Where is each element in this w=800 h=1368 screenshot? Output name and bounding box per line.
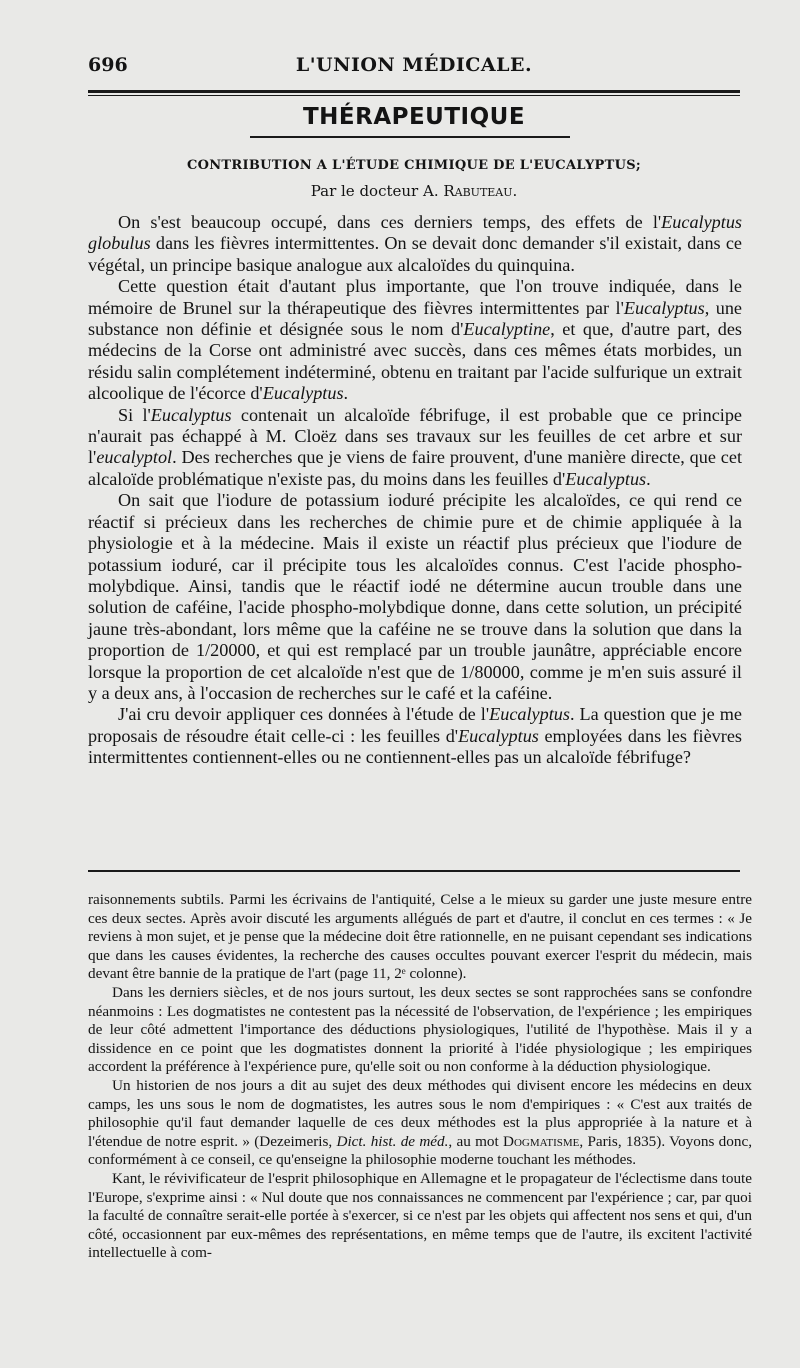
article-title: CONTRIBUTION A L'ÉTUDE CHIMIQUE DE L'EUCALYPTUS;	[186, 158, 642, 173]
page-number: 696	[88, 54, 128, 76]
running-header	[88, 54, 740, 84]
italic-run: eucalyptol	[96, 447, 173, 468]
text-run: , au mot	[448, 1132, 503, 1150]
byline-prefix: Par le docteur	[310, 182, 423, 200]
body-paragraph-1	[88, 212, 742, 276]
text-run: .	[646, 468, 651, 489]
body-paragraph-5	[88, 704, 742, 768]
text-run: . La question que je me proposais de résoudre était celle-ci : les feuilles d'	[88, 704, 742, 746]
header-rule	[88, 90, 740, 93]
footnote-separator	[88, 870, 740, 872]
smallcaps-run: Dogmatisme	[503, 1132, 580, 1150]
body-paragraph-2	[88, 276, 742, 404]
byline	[88, 182, 740, 200]
text-run: . Des recherches que je viens de faire prouvent, d'une manière directe, que cet alcaloïde problématique n'existe pas, du moins dans les feuilles d'	[88, 447, 742, 489]
footnote-paragraph-1: raisonnements subtils. Parmi les écrivains de l'antiquité, Celse a le mieux su garder une juste mesure entre ces deux sectes. Après avoir discuté les arguments allégués de part et d'autre, il conclut en ces termes : « Je reviens à mon sujet, et je pense que la médecine doit être rationnelle, en ne puisant cependant ses indications que dans les causes évidentes, la recherche des causes occultes pouvant exercer l'esprit du médecin, mais devant être bannie de la pratique de l'art (page 11, 2ᵉ colonne).	[88, 891, 752, 983]
text-run: Si l'	[118, 404, 151, 425]
text-run: employées dans les fièvres intermittentes contiennent-elles ou ne contiennent-elles pas un alcaloïde fébrifuge?	[88, 725, 742, 768]
footnote-paragraph-3	[88, 1077, 752, 1170]
body-paragraph-3	[88, 405, 742, 491]
italic-run: Eucalyptus globulus	[88, 212, 742, 254]
text-run: , et que, d'autre part, des médecins de la Corse ont administré avec succès, dans ces mêmes états morbides, un résidu salin complétement indéterminé, obtenu en traitant par l'acide sulfurique un extrait alcoolique de l'écorce d'	[88, 319, 742, 404]
byline-author: A. Rabuteau.	[422, 182, 518, 200]
text-run: , une substance non définie et désignée sous le nom d'	[88, 297, 743, 340]
italic-run: Eucalyptus	[262, 383, 344, 404]
article-body	[88, 212, 742, 769]
text-run: dans les fièvres intermittentes. On se devait donc demander s'il existait, dans ce végétal, un principe basique analogue aux alcaloïdes du quinquina.	[88, 233, 742, 275]
footnote-paragraph-2: Dans les derniers siècles, et de nos jours surtout, les deux sectes se sont rapprochées sans se confondre néanmoins : Les dogmatistes ne contestent pas la nécessité de l'observation, de l'expérience ; les empiriques de leur côté admettent l'importance des déductions physiologiques, l'utilité de l'hypothèse. Mais il y a dissidence en ce point que les dogmatistes donnent la priorité à l'idée physiologique ; les empiriques accordent la préférence à l'expérience pure, qu'elle soit ou non conforme à la déduction physiologique.	[88, 983, 752, 1076]
italic-run: Eucalyptus	[623, 297, 705, 318]
text-run: contenait un alcaloïde fébrifuge, il est probable que ce principe n'aurait pas échappé à M. Cloëz dans ses travaux sur les feuilles de cet arbre et sur l'	[88, 404, 742, 468]
footnotes	[88, 891, 752, 1263]
footnote-paragraph-4: Kant, le révivificateur de l'esprit philosophique en Allemagne et le propagateur de l'éclectisme dans toute l'Europe, s'exprime ainsi : « Nul doute que nos connaissances ne commencent par l'expérience ; car, par quoi la faculté de connaître serait-elle portée à s'exercer, si ce n'est par les objets qui affectent nos sens et qui, d'un côté, occasionnent par eux-mêmes des représentations, en même temps que de l'autre, ils excitent l'activité intellectuelle à com-	[88, 1169, 752, 1262]
text-run: Un historien de nos jours a dit au sujet des deux méthodes qui divisent encore les médecins en deux camps, les uns sous le nom de dogmatistes, les autres sous le nom d'empiriques : « C'est aux traités de philosophie qu'il faut demander laquelle de ces deux méthodes est la plus appropriée à la nature et à l'étendue de notre esprit. » (Dezeimeris,	[88, 1076, 752, 1150]
section-title-rule	[250, 136, 570, 138]
body-paragraph-4: On sait que l'iodure de potassium ioduré précipite les alcaloïdes, ce qui rend ce réactif si précieux dans les recherches de chimie pure et de chimie appliquée à la physiologie et à la médecine. Mais il existe un réactif plus précieux que l'iodure de potassium ioduré, car il précipite tous les alcaloïdes connus. C'est l'acide phospho-molybdique. Ainsi, tandis que le réactif iodé ne détermine aucun trouble dans une solution de caféine, l'acide phospho-molybdique donne, dans cette solution, un précipité jaune très-abondant, lors même que la caféine ne se trouve dans la solution que dans la proportion de 1/20000, et qui est remplacé par un trouble jaunâtre, appréciable encore lorsque la proportion de cet alcaloïde n'est que de 1/80000, comme je m'en suis assuré il y a deux ans, à l'occasion de recherches sur le café et la caféine.	[88, 490, 742, 703]
text-run: , Paris, 1835). Voyons donc, conformément à ce conseil, ce qu'enseigne la philosophie moderne touchant les méthodes.	[88, 1132, 752, 1169]
italic-run: Eucalyptus	[458, 725, 539, 746]
text-run: Cette question était d'autant plus importante, que l'on trouve indiquée, dans le mémoire de Brunel sur la thérapeutique des fièvres intermittentes par l'	[88, 276, 742, 318]
text-run: .	[343, 383, 349, 404]
text-run: On s'est beaucoup occupé, dans ces derniers temps, des effets de l'	[118, 212, 662, 232]
text-run: J'ai cru devoir appliquer ces données à l'étude de l'	[118, 704, 490, 725]
italic-run: Eucalyptus	[489, 704, 570, 725]
journal-title: L'UNION MÉDICALE.	[295, 54, 533, 76]
header-rule-thin	[88, 95, 740, 96]
italic-run: Dict. hist. de méd.	[336, 1132, 449, 1150]
italic-run: Eucalyptine	[463, 319, 551, 340]
section-title: THÉRAPEUTIQUE	[302, 104, 526, 130]
italic-run: Eucalyptus	[565, 468, 647, 489]
italic-run: Eucalyptus	[150, 404, 232, 425]
